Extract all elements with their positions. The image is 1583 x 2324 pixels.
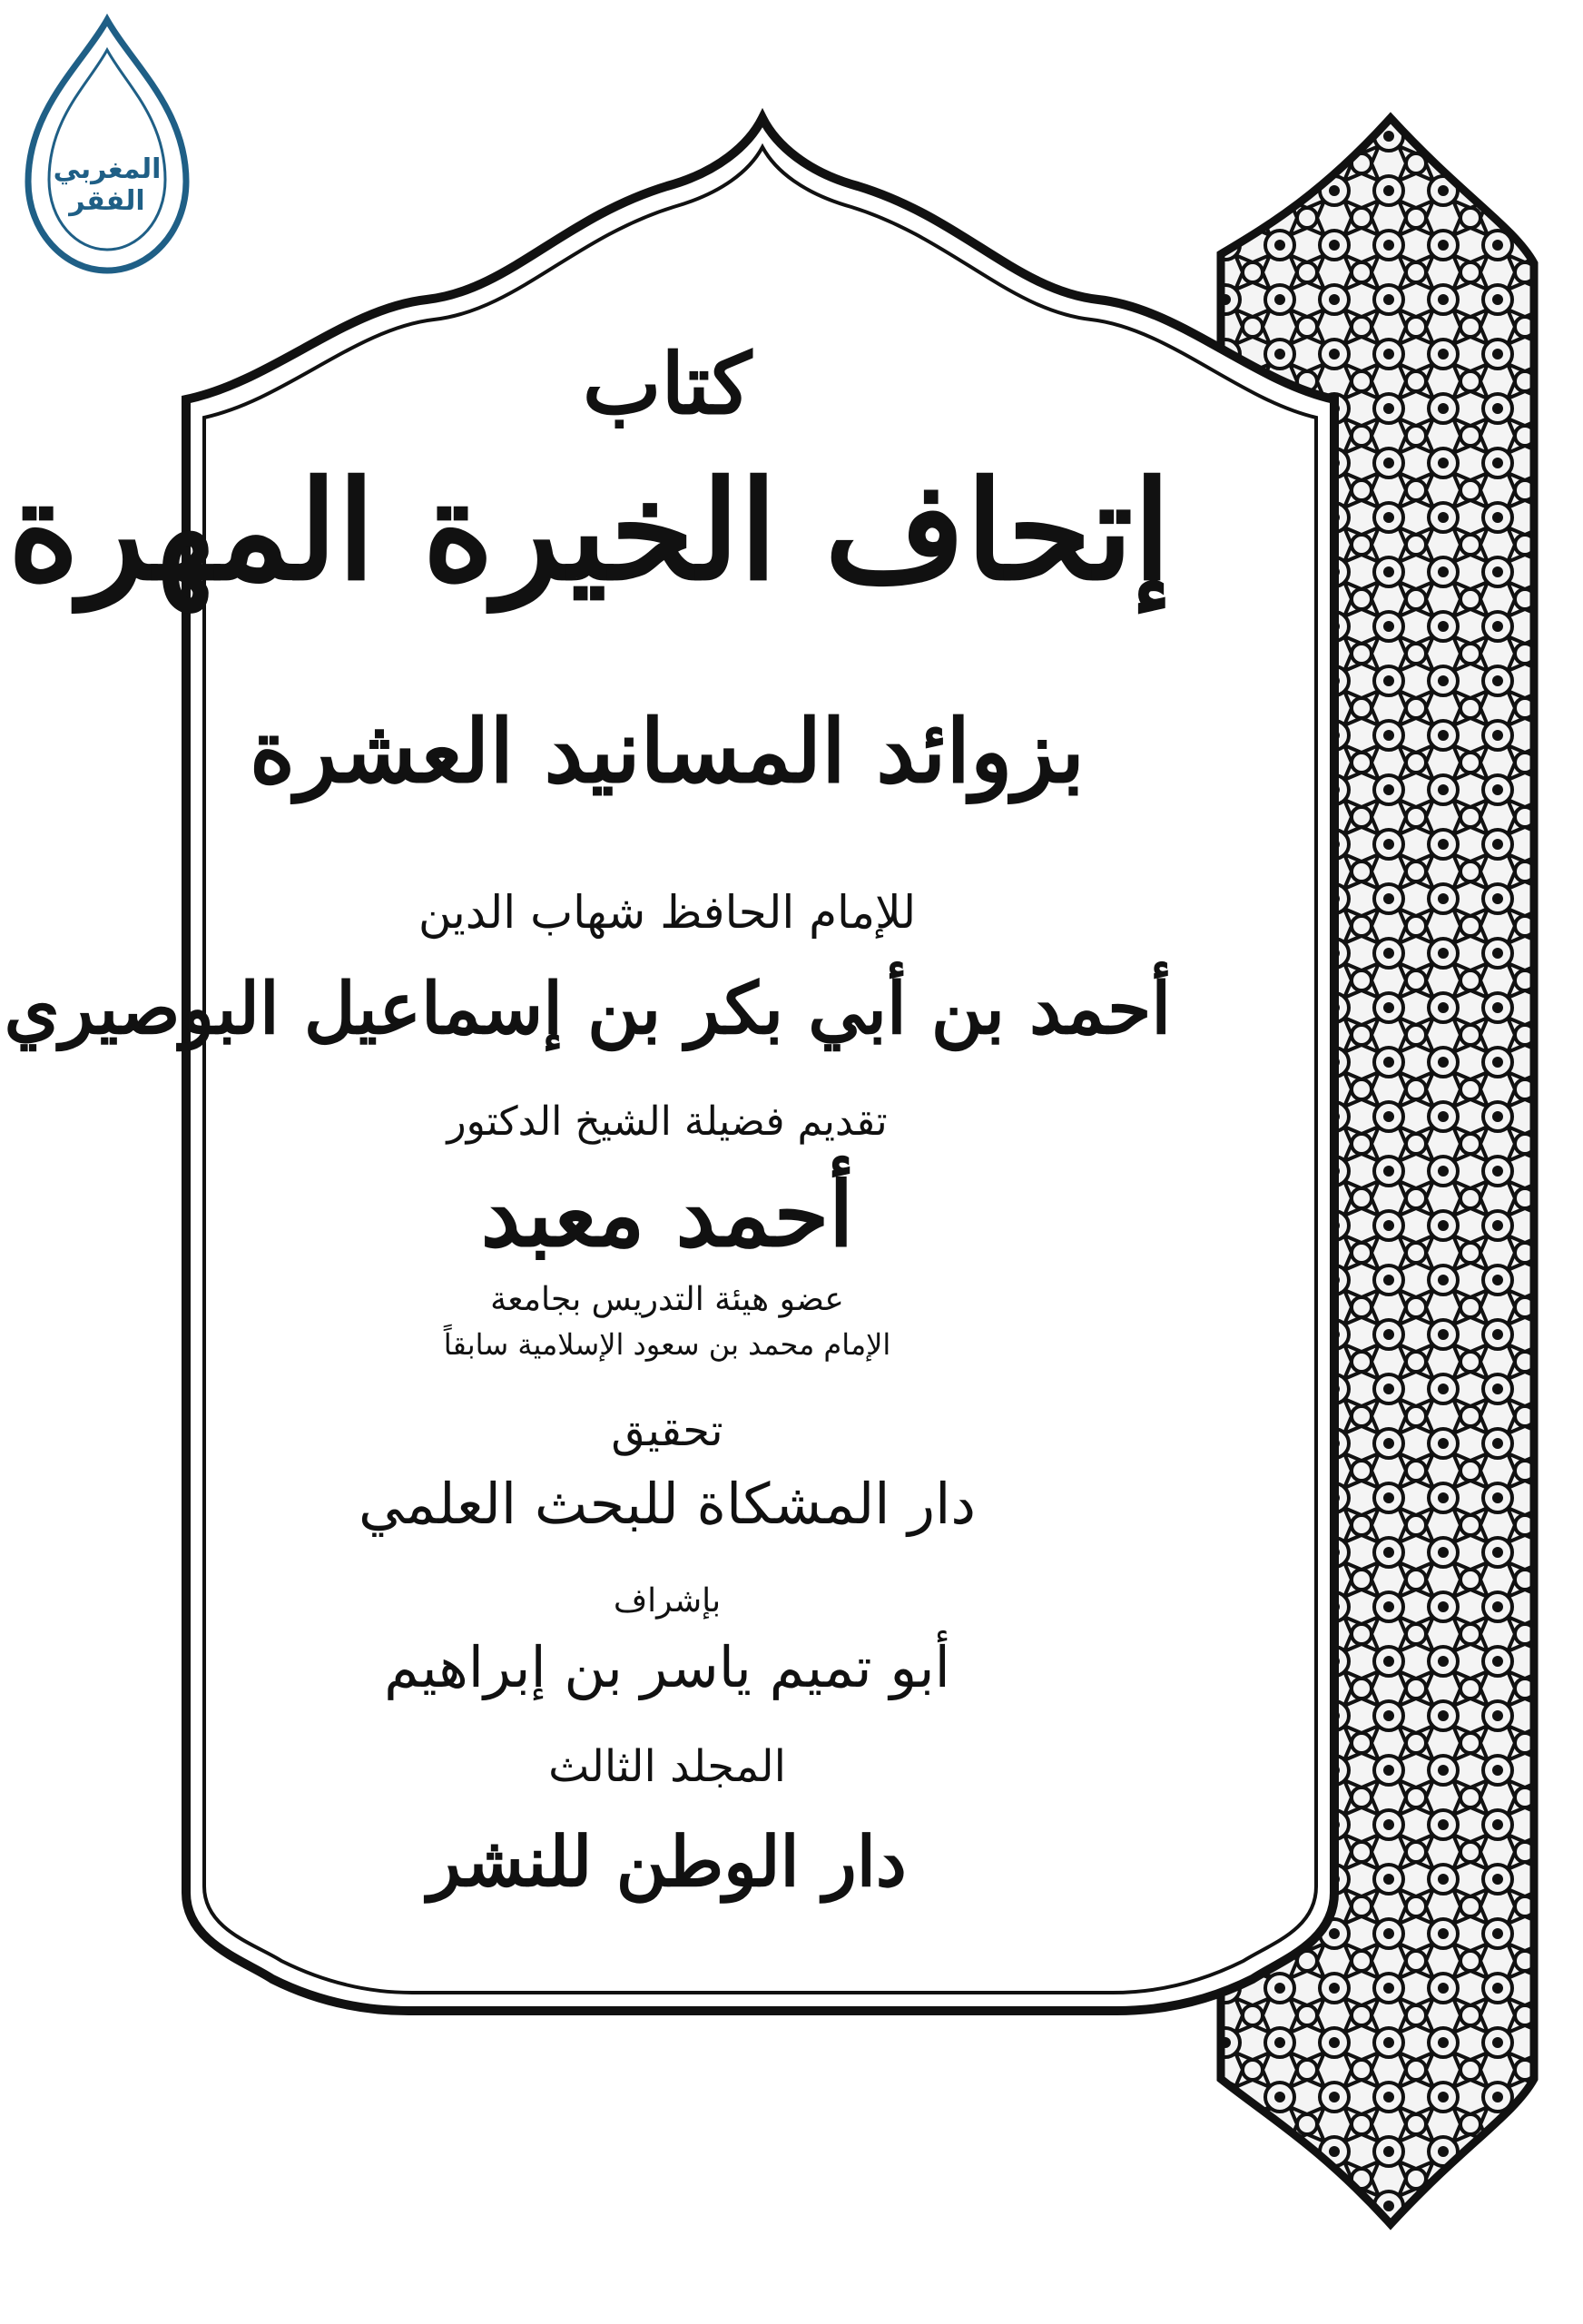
logo-text: المغربي الفقر bbox=[53, 153, 162, 217]
volume-label: المجلد الثالث bbox=[548, 1741, 786, 1792]
intro-label: تقديم فضيلة الشيخ الدكتور bbox=[447, 1098, 888, 1145]
ishraf-label: بإشراف bbox=[613, 1582, 722, 1620]
author-prefix: للإمام الحافظ شهاب الدين bbox=[418, 886, 917, 939]
intro-role-line1: عضو هيئة التدريس بجامعة bbox=[490, 1281, 844, 1318]
logo-mark bbox=[28, 20, 186, 271]
publisher-name: دار الوطن للنشر bbox=[428, 1821, 907, 1902]
cover-heading: كتاب bbox=[582, 335, 752, 433]
intro-name: أحمد معبد bbox=[480, 1163, 854, 1267]
tahqiq-by: دار المشكاة للبحث العلمي bbox=[359, 1471, 976, 1537]
intro-role-line2: الإمام محمد بن سعود الإسلامية سابقاً bbox=[443, 1327, 891, 1362]
ishraf-by: أبو تميم ياسر بن إبراهيم bbox=[384, 1634, 950, 1700]
main-title: إتحاف الخيرة المهرة bbox=[7, 451, 1171, 611]
author-name: أحمد بن أبي بكر بن إسماعيل البوصيري bbox=[4, 968, 1171, 1050]
tahqiq-label: تحقيق bbox=[611, 1405, 723, 1456]
subtitle: بزوائد المسانيد العشرة bbox=[249, 700, 1086, 803]
